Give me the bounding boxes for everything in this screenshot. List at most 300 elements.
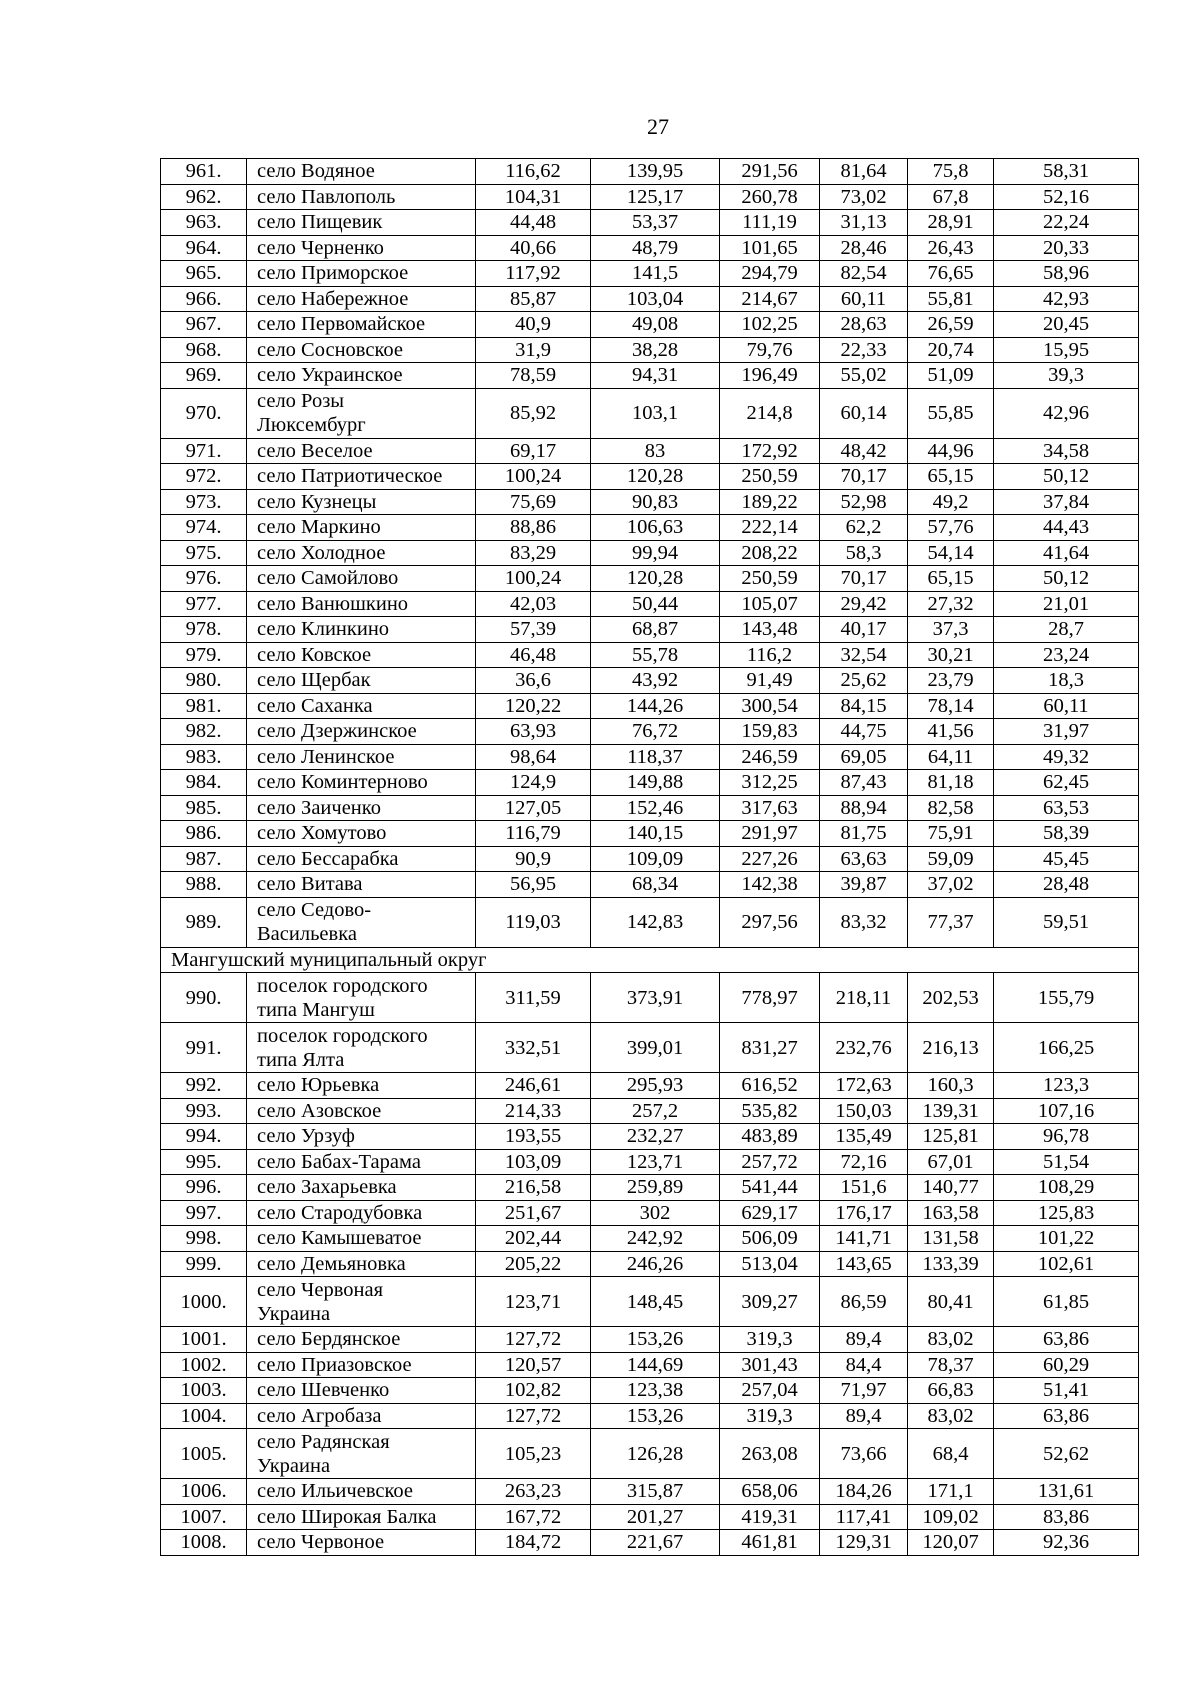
table-row <box>161 235 1139 261</box>
value-cell-6: 39,3 <box>994 363 1139 389</box>
value-cell-1: 332,51 <box>476 1023 591 1073</box>
value-cell-5: 202,53 <box>908 973 994 1023</box>
table-row <box>161 668 1139 694</box>
value-cell-2: 153,26 <box>591 1403 720 1429</box>
table-row <box>161 719 1139 745</box>
value-cell-6: 50,12 <box>994 566 1139 592</box>
row-number: 997. <box>161 1200 247 1226</box>
settlement-name <box>247 1277 476 1327</box>
row-number: 1000. <box>161 1277 247 1327</box>
settlement-name: село Ванюшкино <box>247 591 476 617</box>
value-cell-1: 56,95 <box>476 872 591 898</box>
value-cell-4: 87,43 <box>820 770 908 796</box>
value-cell-3: 291,97 <box>720 821 820 847</box>
value-cell-5: 37,02 <box>908 872 994 898</box>
settlement-name: село Шевченко <box>247 1378 476 1404</box>
value-cell-2: 90,83 <box>591 489 720 515</box>
value-cell-5: 66,83 <box>908 1378 994 1404</box>
value-cell-1: 251,67 <box>476 1200 591 1226</box>
value-cell-1: 124,9 <box>476 770 591 796</box>
value-cell-5: 163,58 <box>908 1200 994 1226</box>
row-number: 994. <box>161 1124 247 1150</box>
value-cell-5: 65,15 <box>908 566 994 592</box>
table-row <box>161 337 1139 363</box>
value-cell-5: 26,59 <box>908 312 994 338</box>
value-cell-1: 57,39 <box>476 617 591 643</box>
value-cell-6: 58,39 <box>994 821 1139 847</box>
value-cell-4: 83,32 <box>820 897 908 947</box>
settlement-name: село Приморское <box>247 261 476 287</box>
value-cell-4: 44,75 <box>820 719 908 745</box>
value-cell-4: 89,4 <box>820 1327 908 1353</box>
row-number: 961. <box>161 159 247 185</box>
value-cell-2: 141,5 <box>591 261 720 287</box>
table-row <box>161 642 1139 668</box>
value-cell-5: 67,01 <box>908 1149 994 1175</box>
value-cell-6: 60,29 <box>994 1352 1139 1378</box>
value-cell-1: 246,61 <box>476 1073 591 1099</box>
value-cell-5: 65,15 <box>908 464 994 490</box>
row-number: 984. <box>161 770 247 796</box>
row-number: 977. <box>161 591 247 617</box>
settlement-name: село Маркино <box>247 515 476 541</box>
value-cell-5: 80,41 <box>908 1277 994 1327</box>
value-cell-2: 68,34 <box>591 872 720 898</box>
table-row <box>161 591 1139 617</box>
row-number: 965. <box>161 261 247 287</box>
settlement-name: село Сосновское <box>247 337 476 363</box>
value-cell-1: 85,87 <box>476 286 591 312</box>
value-cell-1: 116,62 <box>476 159 591 185</box>
table-row <box>161 1327 1139 1353</box>
value-cell-4: 129,31 <box>820 1530 908 1556</box>
value-cell-3: 831,27 <box>720 1023 820 1073</box>
row-number: 988. <box>161 872 247 898</box>
value-cell-6: 58,31 <box>994 159 1139 185</box>
value-cell-4: 117,41 <box>820 1504 908 1530</box>
row-number: 976. <box>161 566 247 592</box>
settlement-name-line: Васильевка <box>257 923 357 945</box>
value-cell-6: 155,79 <box>994 973 1139 1023</box>
value-cell-2: 50,44 <box>591 591 720 617</box>
value-cell-4: 184,26 <box>820 1479 908 1505</box>
value-cell-6: 28,7 <box>994 617 1139 643</box>
value-cell-1: 214,33 <box>476 1098 591 1124</box>
settlement-name-line: типа Ялта <box>257 1048 345 1071</box>
value-cell-6: 21,01 <box>994 591 1139 617</box>
settlement-name: село Камышеватое <box>247 1226 476 1252</box>
settlement-name: село Веселое <box>247 438 476 464</box>
value-cell-3: 79,76 <box>720 337 820 363</box>
value-cell-4: 28,46 <box>820 235 908 261</box>
value-cell-4: 72,16 <box>820 1149 908 1175</box>
value-cell-2: 142,83 <box>591 897 720 947</box>
settlement-name: село Коминтерново <box>247 770 476 796</box>
value-cell-2: 373,91 <box>591 973 720 1023</box>
value-cell-5: 82,58 <box>908 795 994 821</box>
value-cell-4: 58,3 <box>820 540 908 566</box>
row-number: 973. <box>161 489 247 515</box>
value-cell-2: 302 <box>591 1200 720 1226</box>
value-cell-2: 49,08 <box>591 312 720 338</box>
value-cell-2: 259,89 <box>591 1175 720 1201</box>
value-cell-5: 78,14 <box>908 693 994 719</box>
table-row <box>161 1149 1139 1175</box>
value-cell-1: 117,92 <box>476 261 591 287</box>
value-cell-6: 96,78 <box>994 1124 1139 1150</box>
value-cell-2: 221,67 <box>591 1530 720 1556</box>
value-cell-2: 125,17 <box>591 184 720 210</box>
value-cell-3: 142,38 <box>720 872 820 898</box>
row-number: 972. <box>161 464 247 490</box>
value-cell-3: 257,72 <box>720 1149 820 1175</box>
row-number: 1003. <box>161 1378 247 1404</box>
table-row <box>161 1124 1139 1150</box>
value-cell-3: 291,56 <box>720 159 820 185</box>
row-number: 1005. <box>161 1429 247 1479</box>
value-cell-6: 108,29 <box>994 1175 1139 1201</box>
table-row <box>161 1175 1139 1201</box>
settlement-name-line: типа Мангуш <box>257 998 375 1021</box>
value-cell-3: 102,25 <box>720 312 820 338</box>
value-cell-2: 257,2 <box>591 1098 720 1124</box>
value-cell-4: 82,54 <box>820 261 908 287</box>
value-cell-3: 778,97 <box>720 973 820 1023</box>
value-cell-2: 38,28 <box>591 337 720 363</box>
settlement-name <box>247 1429 476 1479</box>
value-cell-5: 55,85 <box>908 388 994 438</box>
value-cell-5: 120,07 <box>908 1530 994 1556</box>
table-row <box>161 159 1139 185</box>
value-cell-3: 297,56 <box>720 897 820 947</box>
table-row <box>161 210 1139 236</box>
row-number: 971. <box>161 438 247 464</box>
value-cell-3: 319,3 <box>720 1327 820 1353</box>
value-cell-1: 120,57 <box>476 1352 591 1378</box>
value-cell-1: 90,9 <box>476 846 591 872</box>
value-cell-2: 118,37 <box>591 744 720 770</box>
value-cell-3: 309,27 <box>720 1277 820 1327</box>
table-row <box>161 1277 1139 1327</box>
value-cell-3: 116,2 <box>720 642 820 668</box>
value-cell-5: 67,8 <box>908 184 994 210</box>
value-cell-2: 106,63 <box>591 515 720 541</box>
value-cell-6: 62,45 <box>994 770 1139 796</box>
value-cell-1: 40,66 <box>476 235 591 261</box>
value-cell-5: 216,13 <box>908 1023 994 1073</box>
value-cell-4: 60,11 <box>820 286 908 312</box>
row-number: 967. <box>161 312 247 338</box>
table-row <box>161 261 1139 287</box>
tariff-table <box>160 158 1139 1556</box>
value-cell-3: 105,07 <box>720 591 820 617</box>
value-cell-5: 77,37 <box>908 897 994 947</box>
value-cell-5: 133,39 <box>908 1251 994 1277</box>
table-row <box>161 1352 1139 1378</box>
value-cell-3: 222,14 <box>720 515 820 541</box>
value-cell-5: 54,14 <box>908 540 994 566</box>
value-cell-4: 39,87 <box>820 872 908 898</box>
value-cell-5: 30,21 <box>908 642 994 668</box>
value-cell-3: 300,54 <box>720 693 820 719</box>
value-cell-3: 616,52 <box>720 1073 820 1099</box>
value-cell-1: 40,9 <box>476 312 591 338</box>
value-cell-1: 104,31 <box>476 184 591 210</box>
value-cell-6: 166,25 <box>994 1023 1139 1073</box>
row-number: 969. <box>161 363 247 389</box>
table-row <box>161 540 1139 566</box>
value-cell-5: 28,91 <box>908 210 994 236</box>
settlement-name-line: поселок городского <box>257 974 428 997</box>
row-number: 980. <box>161 668 247 694</box>
value-cell-1: 127,72 <box>476 1327 591 1353</box>
settlement-name: село Саханка <box>247 693 476 719</box>
row-number: 982. <box>161 719 247 745</box>
value-cell-6: 63,86 <box>994 1327 1139 1353</box>
value-cell-4: 63,63 <box>820 846 908 872</box>
settlement-name-line: село Седово- <box>257 899 372 921</box>
value-cell-4: 32,54 <box>820 642 908 668</box>
table-row <box>161 872 1139 898</box>
row-number: 993. <box>161 1098 247 1124</box>
value-cell-3: 250,59 <box>720 464 820 490</box>
settlement-name-line: село Розы <box>257 390 345 412</box>
row-number: 962. <box>161 184 247 210</box>
value-cell-5: 109,02 <box>908 1504 994 1530</box>
settlement-name: село Ильичевское <box>247 1479 476 1505</box>
value-cell-2: 48,79 <box>591 235 720 261</box>
value-cell-3: 159,83 <box>720 719 820 745</box>
value-cell-3: 301,43 <box>720 1352 820 1378</box>
settlement-name-line: Украина <box>257 1454 331 1477</box>
settlement-name: село Бессарабка <box>247 846 476 872</box>
value-cell-2: 120,28 <box>591 464 720 490</box>
row-number: 990. <box>161 973 247 1023</box>
value-cell-1: 69,17 <box>476 438 591 464</box>
section-header-row <box>161 947 1139 973</box>
table-row <box>161 846 1139 872</box>
value-cell-6: 41,64 <box>994 540 1139 566</box>
value-cell-4: 135,49 <box>820 1124 908 1150</box>
value-cell-6: 42,93 <box>994 286 1139 312</box>
value-cell-6: 58,96 <box>994 261 1139 287</box>
value-cell-2: 120,28 <box>591 566 720 592</box>
value-cell-3: 246,59 <box>720 744 820 770</box>
table-row <box>161 1098 1139 1124</box>
value-cell-5: 140,77 <box>908 1175 994 1201</box>
settlement-name <box>247 388 476 438</box>
row-number: 979. <box>161 642 247 668</box>
table-row <box>161 1429 1139 1479</box>
value-cell-3: 214,67 <box>720 286 820 312</box>
table-row <box>161 821 1139 847</box>
value-cell-3: 257,04 <box>720 1378 820 1404</box>
row-number: 985. <box>161 795 247 821</box>
value-cell-2: 99,94 <box>591 540 720 566</box>
value-cell-3: 317,63 <box>720 795 820 821</box>
settlement-name: село Стародубовка <box>247 1200 476 1226</box>
value-cell-1: 127,05 <box>476 795 591 821</box>
value-cell-5: 83,02 <box>908 1403 994 1429</box>
settlement-name: село Заиченко <box>247 795 476 821</box>
settlement-name: село Урзуф <box>247 1124 476 1150</box>
value-cell-6: 61,85 <box>994 1277 1139 1327</box>
value-cell-2: 43,92 <box>591 668 720 694</box>
value-cell-5: 27,32 <box>908 591 994 617</box>
value-cell-2: 53,37 <box>591 210 720 236</box>
value-cell-1: 184,72 <box>476 1530 591 1556</box>
value-cell-4: 73,66 <box>820 1429 908 1479</box>
table-row <box>161 489 1139 515</box>
row-number: 970. <box>161 388 247 438</box>
value-cell-4: 143,65 <box>820 1251 908 1277</box>
value-cell-4: 40,17 <box>820 617 908 643</box>
value-cell-5: 83,02 <box>908 1327 994 1353</box>
settlement-name: село Самойлово <box>247 566 476 592</box>
row-number: 987. <box>161 846 247 872</box>
value-cell-2: 123,38 <box>591 1378 720 1404</box>
value-cell-2: 94,31 <box>591 363 720 389</box>
settlement-name: село Червоное <box>247 1530 476 1556</box>
value-cell-6: 59,51 <box>994 897 1139 947</box>
table-row <box>161 744 1139 770</box>
value-cell-5: 41,56 <box>908 719 994 745</box>
value-cell-4: 70,17 <box>820 566 908 592</box>
value-cell-4: 28,63 <box>820 312 908 338</box>
value-cell-3: 541,44 <box>720 1175 820 1201</box>
value-cell-2: 399,01 <box>591 1023 720 1073</box>
value-cell-1: 263,23 <box>476 1479 591 1505</box>
value-cell-3: 143,48 <box>720 617 820 643</box>
value-cell-5: 59,09 <box>908 846 994 872</box>
settlement-name: село Черненко <box>247 235 476 261</box>
value-cell-2: 109,09 <box>591 846 720 872</box>
row-number: 975. <box>161 540 247 566</box>
value-cell-1: 205,22 <box>476 1251 591 1277</box>
table-body <box>161 159 1139 1556</box>
value-cell-3: 260,78 <box>720 184 820 210</box>
row-number: 964. <box>161 235 247 261</box>
value-cell-4: 69,05 <box>820 744 908 770</box>
value-cell-2: 126,28 <box>591 1429 720 1479</box>
value-cell-6: 34,58 <box>994 438 1139 464</box>
table-row <box>161 438 1139 464</box>
value-cell-5: 68,4 <box>908 1429 994 1479</box>
value-cell-3: 319,3 <box>720 1403 820 1429</box>
value-cell-3: 208,22 <box>720 540 820 566</box>
table-row <box>161 1251 1139 1277</box>
value-cell-2: 83 <box>591 438 720 464</box>
value-cell-6: 63,53 <box>994 795 1139 821</box>
value-cell-2: 148,45 <box>591 1277 720 1327</box>
value-cell-6: 125,83 <box>994 1200 1139 1226</box>
value-cell-3: 294,79 <box>720 261 820 287</box>
value-cell-5: 64,11 <box>908 744 994 770</box>
value-cell-2: 144,26 <box>591 693 720 719</box>
row-number: 999. <box>161 1251 247 1277</box>
value-cell-5: 75,91 <box>908 821 994 847</box>
value-cell-4: 84,4 <box>820 1352 908 1378</box>
value-cell-3: 250,59 <box>720 566 820 592</box>
value-cell-5: 131,58 <box>908 1226 994 1252</box>
value-cell-1: 42,03 <box>476 591 591 617</box>
table-row <box>161 770 1139 796</box>
value-cell-2: 140,15 <box>591 821 720 847</box>
value-cell-3: 196,49 <box>720 363 820 389</box>
settlement-name: село Бабах-Тарама <box>247 1149 476 1175</box>
value-cell-3: 214,8 <box>720 388 820 438</box>
settlement-name: село Агробаза <box>247 1403 476 1429</box>
value-cell-4: 81,64 <box>820 159 908 185</box>
table-row <box>161 312 1139 338</box>
value-cell-6: 37,84 <box>994 489 1139 515</box>
value-cell-2: 103,04 <box>591 286 720 312</box>
value-cell-6: 101,22 <box>994 1226 1139 1252</box>
row-number: 996. <box>161 1175 247 1201</box>
value-cell-3: 227,26 <box>720 846 820 872</box>
value-cell-2: 68,87 <box>591 617 720 643</box>
row-number: 995. <box>161 1149 247 1175</box>
value-cell-5: 171,1 <box>908 1479 994 1505</box>
value-cell-6: 23,24 <box>994 642 1139 668</box>
settlement-name <box>247 897 476 947</box>
settlement-name: село Первомайское <box>247 312 476 338</box>
value-cell-5: 20,74 <box>908 337 994 363</box>
value-cell-5: 139,31 <box>908 1098 994 1124</box>
value-cell-5: 81,18 <box>908 770 994 796</box>
value-cell-4: 218,11 <box>820 973 908 1023</box>
row-number: 992. <box>161 1073 247 1099</box>
settlement-name-line: село Радянская <box>257 1430 390 1453</box>
value-cell-2: 246,26 <box>591 1251 720 1277</box>
table-row <box>161 1073 1139 1099</box>
value-cell-1: 100,24 <box>476 566 591 592</box>
settlement-name: село Витава <box>247 872 476 898</box>
table-row <box>161 1023 1139 1073</box>
row-number: 978. <box>161 617 247 643</box>
row-number: 1004. <box>161 1403 247 1429</box>
value-cell-4: 48,42 <box>820 438 908 464</box>
value-cell-1: 83,29 <box>476 540 591 566</box>
value-cell-3: 172,92 <box>720 438 820 464</box>
value-cell-6: 102,61 <box>994 1251 1139 1277</box>
value-cell-3: 506,09 <box>720 1226 820 1252</box>
table-row <box>161 566 1139 592</box>
value-cell-4: 172,63 <box>820 1073 908 1099</box>
row-number: 1002. <box>161 1352 247 1378</box>
table-row <box>161 1504 1139 1530</box>
value-cell-1: 167,72 <box>476 1504 591 1530</box>
table-row <box>161 1403 1139 1429</box>
value-cell-1: 102,82 <box>476 1378 591 1404</box>
section-title: Мангушский муниципальный округ <box>161 947 1139 973</box>
value-cell-5: 78,37 <box>908 1352 994 1378</box>
row-number: 1008. <box>161 1530 247 1556</box>
value-cell-6: 49,32 <box>994 744 1139 770</box>
value-cell-4: 31,13 <box>820 210 908 236</box>
value-cell-4: 88,94 <box>820 795 908 821</box>
value-cell-1: 193,55 <box>476 1124 591 1150</box>
value-cell-6: 83,86 <box>994 1504 1139 1530</box>
value-cell-3: 535,82 <box>720 1098 820 1124</box>
value-cell-6: 50,12 <box>994 464 1139 490</box>
value-cell-2: 315,87 <box>591 1479 720 1505</box>
value-cell-6: 20,45 <box>994 312 1139 338</box>
value-cell-5: 55,81 <box>908 286 994 312</box>
row-number: 983. <box>161 744 247 770</box>
settlement-name: село Юрьевка <box>247 1073 476 1099</box>
value-cell-3: 419,31 <box>720 1504 820 1530</box>
